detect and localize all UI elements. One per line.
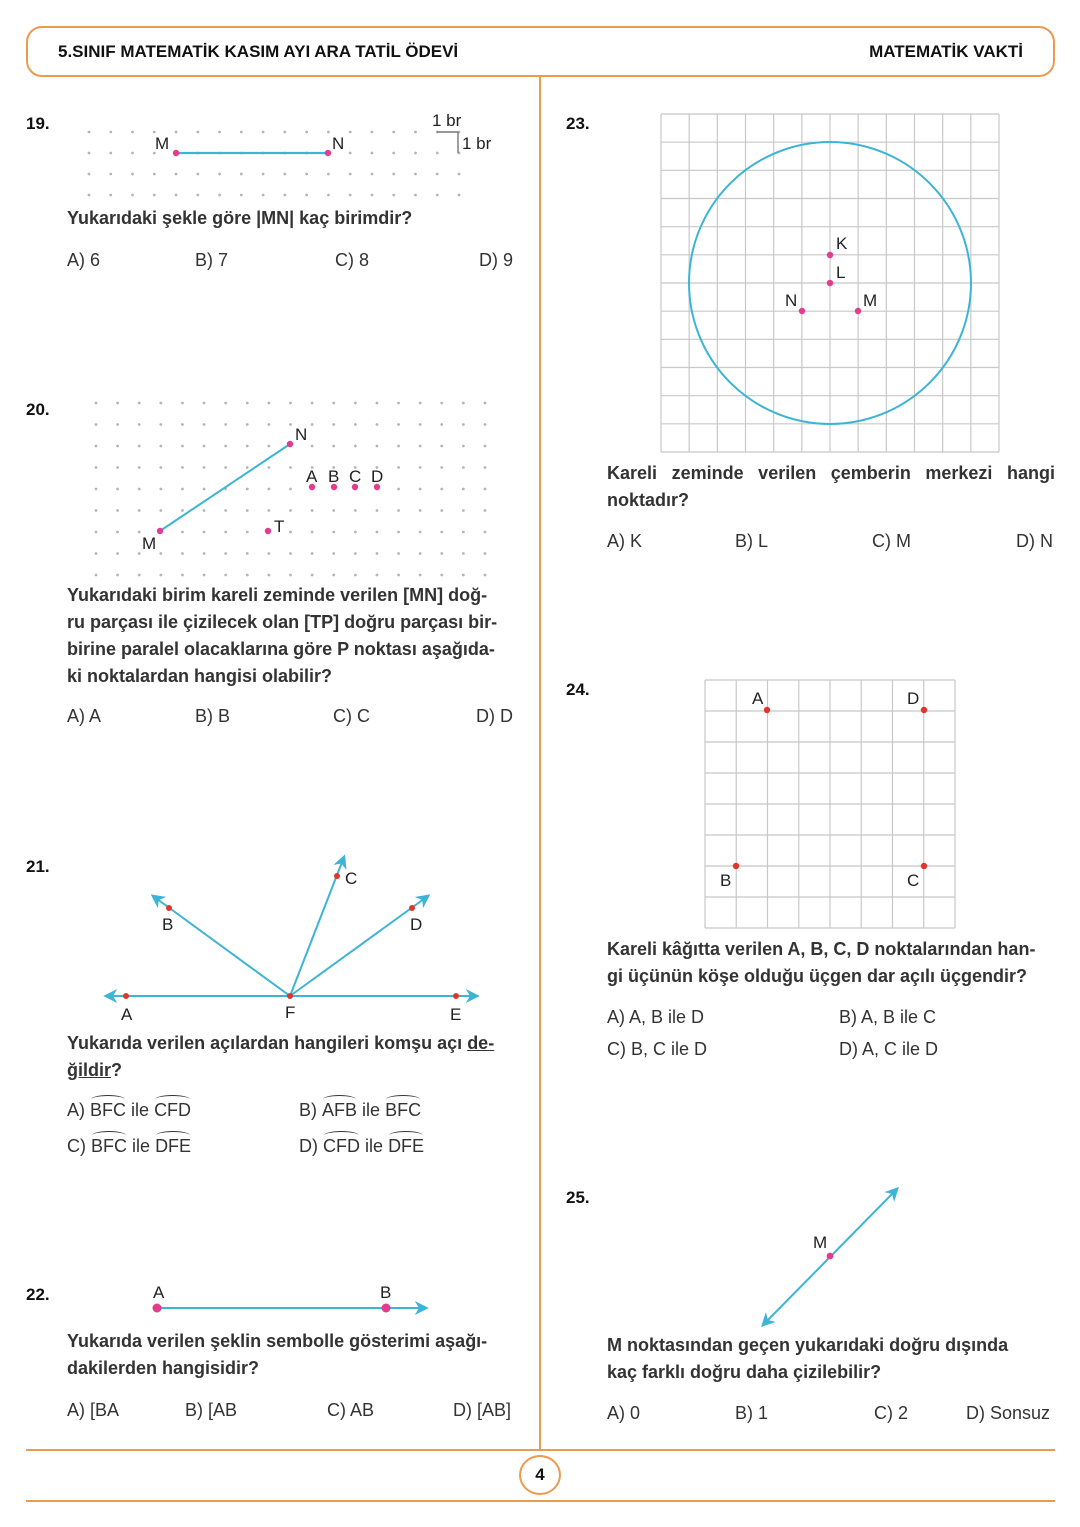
angle-symbol: DFE: [388, 1136, 425, 1156]
q20-text-line: ru parçası ile çizilecek olan [TP] doğru parçası bir-: [67, 612, 498, 632]
q24-option-b[interactable]: B) A, B ile C: [839, 1007, 937, 1027]
q22-option-c[interactable]: C) AB: [327, 1400, 375, 1420]
question-22-number: 22.: [26, 1285, 50, 1304]
q20-label-B: B: [328, 467, 340, 486]
q21-label-A: A: [121, 1005, 133, 1024]
q20-label-A: A: [306, 467, 318, 486]
q25-option-d[interactable]: D) Sonsuz: [966, 1403, 1051, 1423]
angle-symbol: DFE: [155, 1136, 192, 1156]
question-19-text: Yukarıdaki şekle göre |MN| kaç birimdir?: [67, 208, 413, 228]
q22-option-b[interactable]: B) [AB: [185, 1400, 238, 1420]
q19-label-N: N: [332, 134, 345, 153]
q20-label-C: C: [349, 467, 362, 486]
page-number-badge: [519, 1455, 561, 1495]
q21-text-part: ?: [111, 1060, 122, 1080]
question-25-text: [607, 1332, 1055, 1386]
question-23-text-cont: noktadır?: [607, 490, 690, 510]
q20-label-N: N: [295, 425, 308, 444]
angle-symbol: CFD: [323, 1136, 361, 1156]
q20-text-line: Yukarıdaki birim kareli zeminde verilen [MN] doğ-: [67, 585, 488, 605]
option-letter: A): [67, 1100, 85, 1120]
q19-option-b[interactable]: B) 7: [195, 250, 229, 270]
q20-label-T: T: [274, 517, 285, 536]
q20-option-b[interactable]: B) B: [195, 706, 231, 726]
q21-text-emphasis: ğildir: [67, 1060, 111, 1080]
q21-text-part: Yukarıda verilen açılardan hangileri komşu açı: [67, 1033, 468, 1053]
q24-label-B: B: [720, 871, 732, 890]
q24-option-d[interactable]: D) A, C ile D: [839, 1039, 939, 1059]
q23-label-L: L: [836, 263, 846, 282]
q24-label-A: A: [752, 689, 764, 708]
page-number: 4: [535, 1465, 545, 1484]
option-joiner: ile: [365, 1136, 384, 1156]
q20-option-d[interactable]: D) D: [476, 706, 513, 726]
q24-label-C: C: [907, 871, 920, 890]
q19-unit-vertical: 1 br: [462, 134, 492, 153]
q20-text-line: birine paralel olacaklarına göre P noktası aşağıda-: [67, 639, 495, 659]
option-joiner: ile: [131, 1100, 150, 1120]
q21-label-B: B: [162, 915, 174, 934]
question-21-number: 21.: [26, 857, 50, 876]
q22-text-line: Yukarıda verilen şeklin sembolle gösterimi aşağı-: [67, 1331, 488, 1351]
q23-option-d[interactable]: D) N: [1016, 531, 1053, 551]
q21-label-F: F: [285, 1003, 296, 1022]
q23-option-c[interactable]: C) M: [872, 531, 911, 551]
q23-text-line: Kareli zeminde verilen çemberin merkezi hangi: [607, 463, 1055, 483]
q24-option-a[interactable]: A) A, B ile D: [607, 1007, 705, 1027]
question-20-number: 20.: [26, 400, 50, 419]
q24-text-line: Kareli kâğıtta verilen A, B, C, D noktalarından han-: [607, 939, 1036, 959]
q21-label-C: C: [345, 869, 358, 888]
q24-label-D: D: [907, 689, 920, 708]
option-letter: C): [67, 1136, 86, 1156]
q22-option-d[interactable]: D) [AB]: [453, 1400, 512, 1420]
q25-option-c[interactable]: C) 2: [874, 1403, 909, 1423]
q19-option-d[interactable]: D) 9: [479, 250, 514, 270]
question-24-number: 24.: [566, 680, 590, 699]
q21-text-emphasis: de-: [467, 1033, 495, 1053]
footer-top-rule: [26, 1449, 1055, 1451]
q23-label-K: K: [836, 234, 848, 253]
option-joiner: ile: [132, 1136, 151, 1156]
q23-option-a[interactable]: A) K: [607, 531, 643, 551]
q25-label-M: M: [813, 1233, 828, 1252]
q19-unit-horizontal: 1 br: [432, 111, 462, 130]
q20-option-c[interactable]: C) C: [333, 706, 370, 726]
angle-symbol: CFD: [154, 1100, 192, 1120]
angle-symbol: AFB: [322, 1100, 358, 1120]
q22-label-B: B: [380, 1283, 392, 1302]
q19-option-a[interactable]: A) 6: [67, 250, 101, 270]
q23-label-N: N: [785, 291, 798, 310]
brand-name: MATEMATİK VAKTİ: [869, 42, 1023, 61]
worksheet-title: 5.SINIF MATEMATİK KASIM AYI ARA TATİL ÖDEVİ: [58, 42, 459, 61]
q22-text-line: dakilerden hangisidir?: [67, 1358, 260, 1378]
q22-label-A: A: [153, 1283, 165, 1302]
q21-label-D: D: [410, 915, 423, 934]
q21-label-E: E: [450, 1005, 462, 1024]
question-23-number: 23.: [566, 114, 590, 133]
q19-label-M: M: [155, 134, 170, 153]
footer-bottom-rule: [26, 1500, 1055, 1502]
q19-option-c[interactable]: C) 8: [335, 250, 370, 270]
angle-symbol: BFC: [91, 1136, 128, 1156]
question-25-number: 25.: [566, 1188, 590, 1207]
q20-option-a[interactable]: A) A: [67, 706, 102, 726]
angle-symbol: BFC: [385, 1100, 422, 1120]
q23-option-b[interactable]: B) L: [735, 531, 769, 551]
q25-text-line: M noktasından geçen yukarıdaki doğru dışında: [607, 1335, 1009, 1355]
option-joiner: ile: [362, 1100, 381, 1120]
q23-label-M: M: [863, 291, 878, 310]
question-19-number: 19.: [26, 114, 50, 133]
q20-label-M: M: [142, 534, 157, 553]
q20-label-D: D: [371, 467, 384, 486]
q25-option-b[interactable]: B) 1: [735, 1403, 769, 1423]
q24-text-line: gi üçünün köşe olduğu üçgen dar açılı üçgendir?: [607, 966, 1028, 986]
q24-option-c[interactable]: C) B, C ile D: [607, 1039, 708, 1059]
q22-option-a[interactable]: A) [BA: [67, 1400, 120, 1420]
q25-text-line: kaç farklı doğru daha çizilebilir?: [607, 1362, 882, 1382]
q20-text-line: ki noktalardan hangisi olabilir?: [67, 666, 333, 686]
q25-option-a[interactable]: A) 0: [607, 1403, 641, 1423]
option-letter: D): [299, 1136, 318, 1156]
option-letter: B): [299, 1100, 317, 1120]
angle-symbol: BFC: [90, 1100, 127, 1120]
